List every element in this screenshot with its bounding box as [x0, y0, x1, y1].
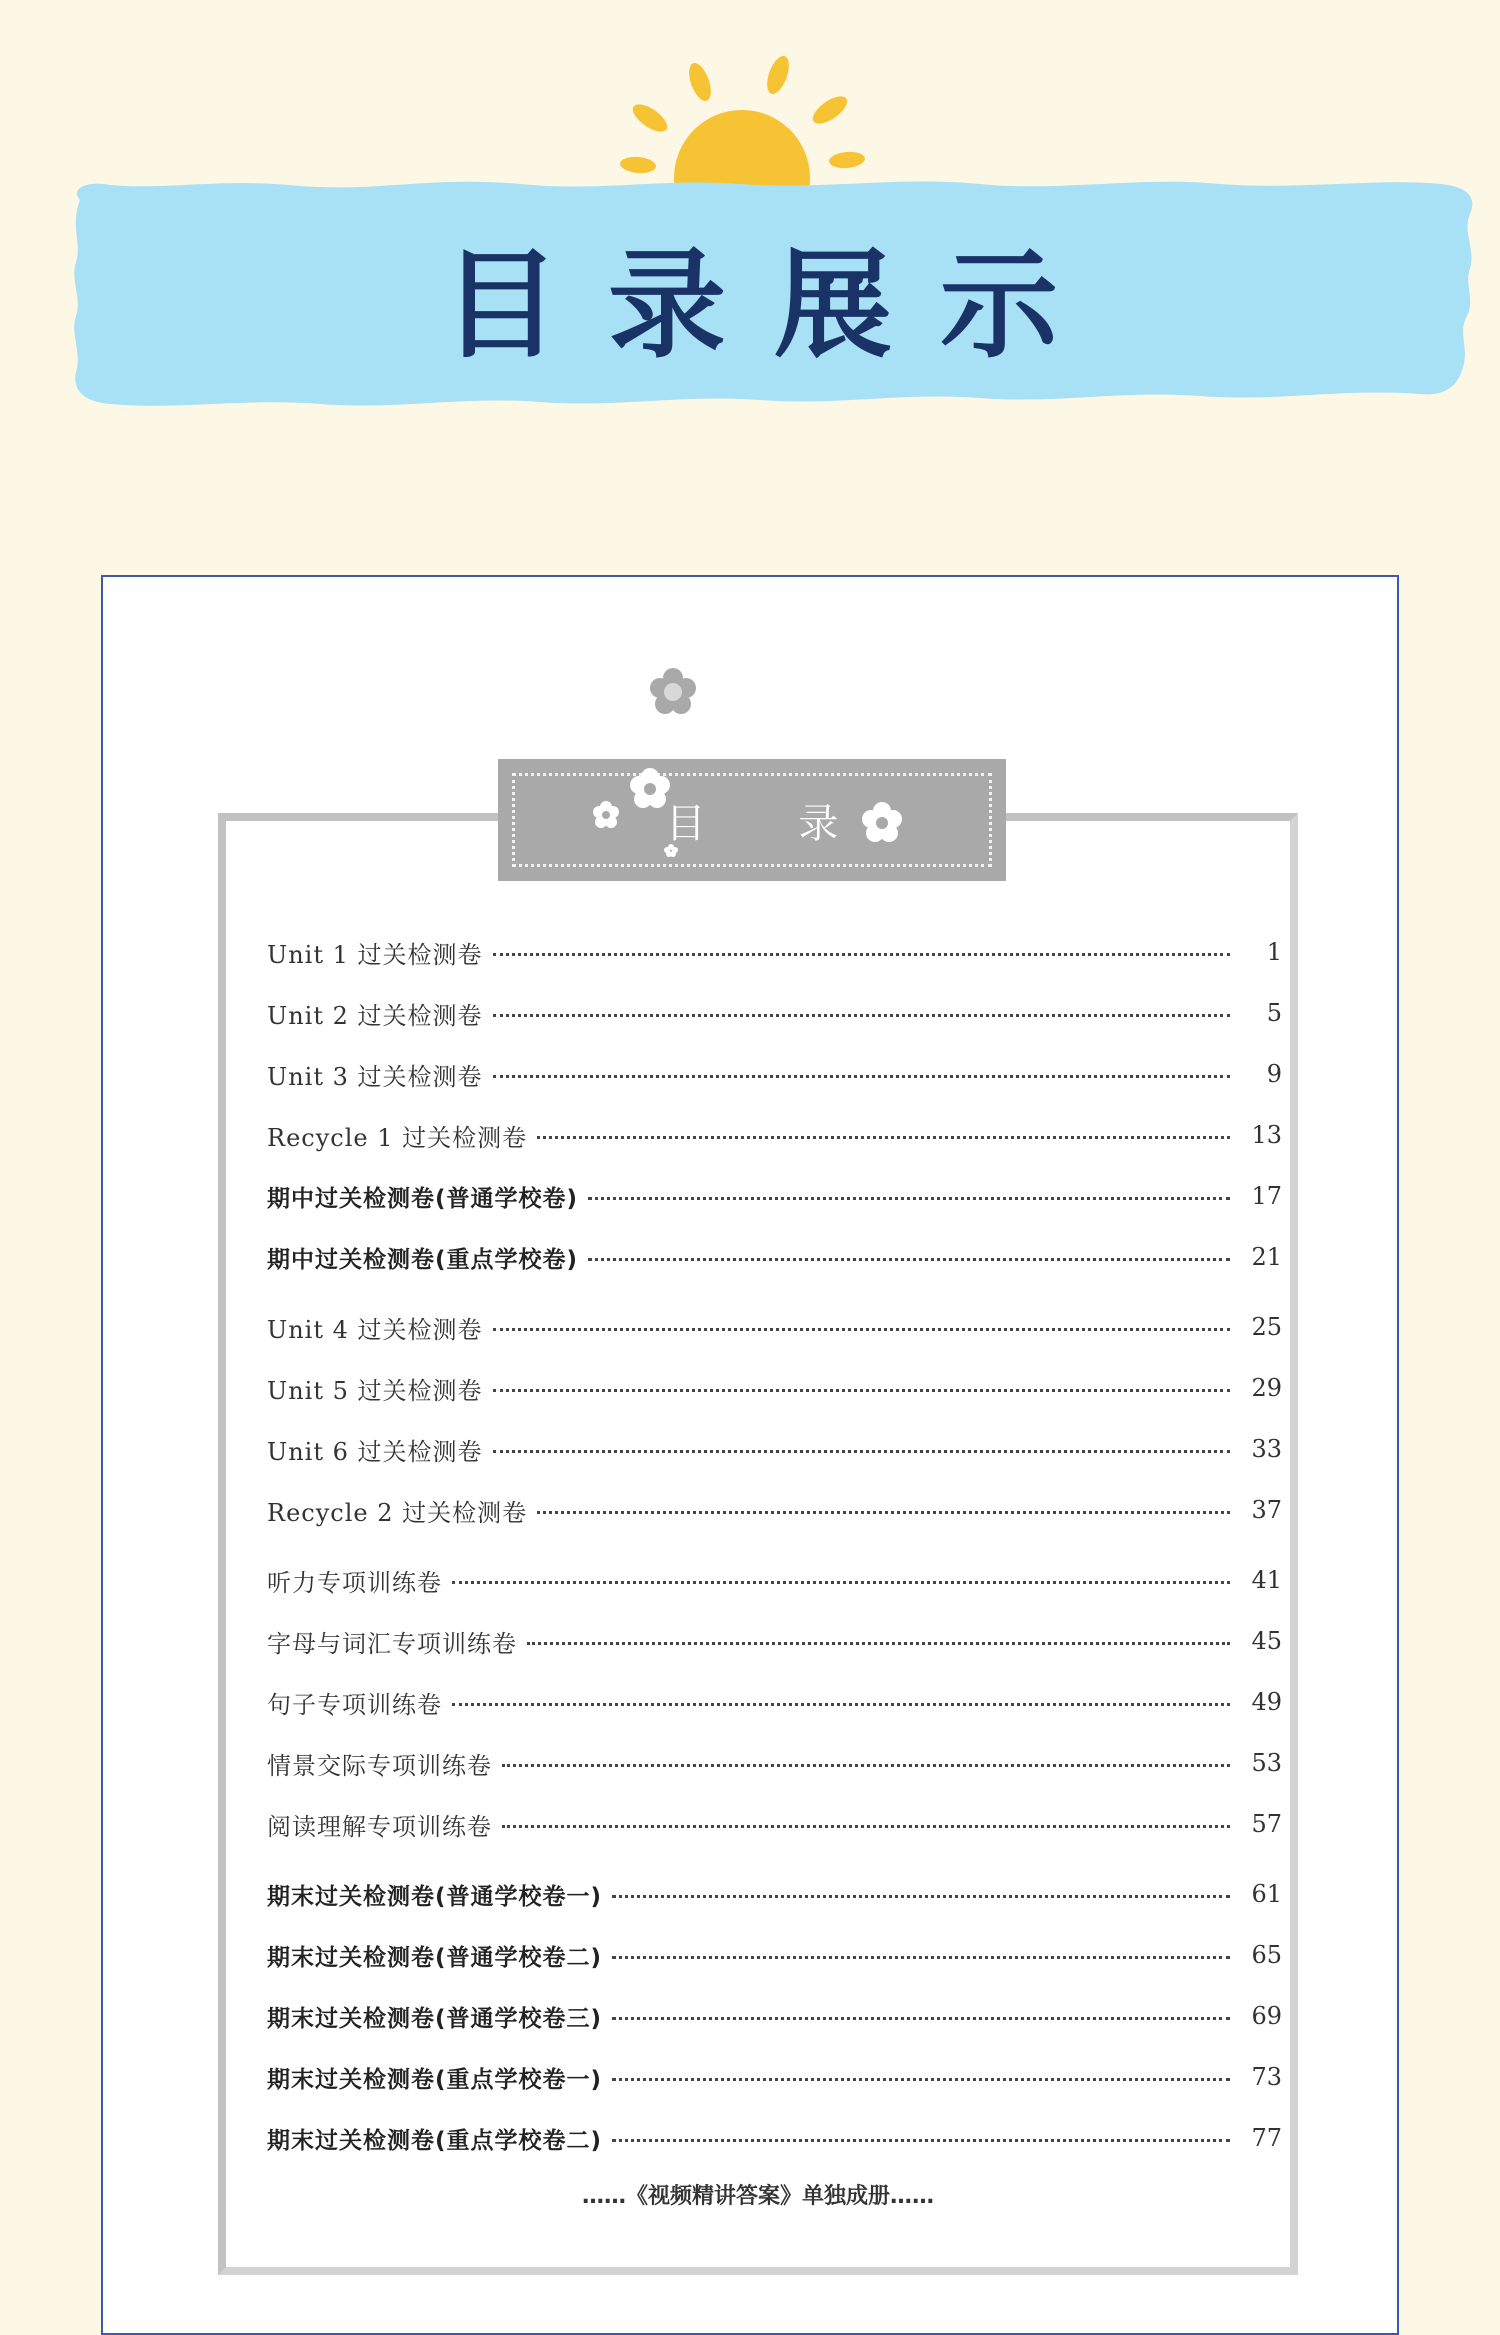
toc-leader-dots — [493, 1328, 1230, 1331]
toc-entry-page: 77 — [1251, 2124, 1282, 2152]
toc-entry — [267, 1237, 1282, 1277]
toc-entry-page: 21 — [1251, 1243, 1282, 1271]
toc-leader-dots — [502, 1764, 1230, 1767]
toc-entry-label: Unit 5 过关检测卷 — [267, 1376, 483, 1405]
toc-entry-page: 61 — [1251, 1880, 1282, 1908]
toc-entry-label: 句子专项训练卷 — [267, 1690, 442, 1719]
toc-entry — [267, 1307, 1282, 1347]
toc-entry — [267, 1621, 1282, 1661]
toc-leader-dots — [452, 1581, 1230, 1584]
flower-icon — [650, 668, 696, 714]
toc-entry-page: 41 — [1251, 1566, 1282, 1594]
toc-entry-page: 17 — [1251, 1182, 1282, 1210]
toc-entry-page: 45 — [1251, 1627, 1282, 1655]
toc-leader-dots — [537, 1136, 1230, 1139]
toc-leader-dots — [502, 1825, 1230, 1828]
toc-entry-page: 65 — [1251, 1941, 1282, 1969]
toc-sheet — [101, 575, 1399, 2335]
toc-entry — [267, 932, 1282, 972]
toc-footer-note: ……《视频精讲答案》单独成册…… — [581, 2184, 934, 2209]
toc-entry-page: 69 — [1251, 2002, 1282, 2030]
toc-entry-page: 73 — [1251, 2063, 1282, 2091]
toc-entry-page: 37 — [1251, 1496, 1282, 1524]
toc-entry-page: 33 — [1251, 1435, 1282, 1463]
toc-leader-dots — [527, 1642, 1230, 1645]
toc-entry-label: Unit 6 过关检测卷 — [267, 1437, 483, 1466]
toc-entry-label: Unit 4 过关检测卷 — [267, 1315, 483, 1344]
toc-entry — [267, 1490, 1282, 1530]
toc-entry-page: 13 — [1251, 1121, 1282, 1149]
toc-entry-label: 情景交际专项训练卷 — [267, 1751, 492, 1780]
toc-leader-dots — [493, 1075, 1230, 1078]
toc-leader-dots — [493, 953, 1230, 956]
toc-entry-page: 29 — [1251, 1374, 1282, 1402]
toc-entry-label: 阅读理解专项训练卷 — [267, 1812, 492, 1841]
toc-leader-dots — [493, 1389, 1230, 1392]
banner-title: 目录展示 — [441, 236, 1106, 374]
toc-leader-dots — [452, 1703, 1230, 1706]
toc-entry-page: 57 — [1251, 1810, 1282, 1838]
toc-entry-label: Unit 3 过关检测卷 — [267, 1062, 483, 1091]
toc-entry-label: 期末过关检测卷(重点学校卷二) — [267, 2127, 603, 2154]
toc-leader-dots — [612, 2139, 1230, 2142]
toc-leader-dots — [493, 1014, 1230, 1017]
toc-entry-page: 53 — [1251, 1749, 1282, 1777]
toc-leader-dots — [612, 2017, 1230, 2020]
toc-entry-page: 1 — [1266, 938, 1282, 966]
toc-entry-label: 期末过关检测卷(重点学校卷一) — [267, 2066, 603, 2093]
toc-entry — [267, 1743, 1282, 1783]
toc-leader-dots — [612, 1895, 1230, 1898]
toc-entry-label: 期末过关检测卷(普通学校卷二) — [267, 1944, 603, 1971]
toc-entry — [267, 1560, 1282, 1600]
toc-entry-page: 49 — [1251, 1688, 1282, 1716]
toc-entry-label: 期末过关检测卷(普通学校卷一) — [267, 1883, 603, 1910]
toc-entry-label: Recycle 2 过关检测卷 — [267, 1498, 528, 1527]
toc-entry-label: 期中过关检测卷(重点学校卷) — [267, 1246, 579, 1273]
toc-leader-dots — [612, 2078, 1230, 2081]
toc-entry — [267, 1368, 1282, 1408]
toc-leader-dots — [612, 1956, 1230, 1959]
toc-title-box — [498, 759, 1006, 881]
toc-entry — [267, 993, 1282, 1033]
toc-entry-page: 25 — [1251, 1313, 1282, 1341]
toc-entry-label: Recycle 1 过关检测卷 — [267, 1123, 528, 1152]
toc-entry — [267, 1429, 1282, 1469]
toc-entry-label: Unit 1 过关检测卷 — [267, 940, 483, 969]
toc-heading: 目 录 — [665, 800, 879, 847]
toc-entry — [267, 1176, 1282, 1216]
toc-leader-dots — [588, 1197, 1230, 1200]
toc-entry-label: 期中过关检测卷(普通学校卷) — [267, 1185, 579, 1212]
toc-entry — [267, 1682, 1282, 1722]
toc-entry — [267, 1804, 1282, 1844]
toc-entry — [267, 1996, 1282, 2036]
toc-entry — [267, 2118, 1282, 2158]
toc-entry — [267, 1054, 1282, 1094]
toc-leader-dots — [588, 1258, 1230, 1261]
toc-entry-label: 字母与词汇专项训练卷 — [267, 1629, 517, 1658]
toc-entry — [267, 2057, 1282, 2097]
toc-leader-dots — [493, 1450, 1230, 1453]
toc-entry-page: 5 — [1266, 999, 1282, 1027]
toc-leader-dots — [537, 1511, 1230, 1514]
toc-entry — [267, 1874, 1282, 1914]
toc-entry-page: 9 — [1266, 1060, 1282, 1088]
toc-entry — [267, 1935, 1282, 1975]
toc-entry-label: Unit 2 过关检测卷 — [267, 1001, 483, 1030]
toc-entry-label: 听力专项训练卷 — [267, 1568, 442, 1597]
toc-entry-label: 期末过关检测卷(普通学校卷三) — [267, 2005, 603, 2032]
toc-entry — [267, 1115, 1282, 1155]
